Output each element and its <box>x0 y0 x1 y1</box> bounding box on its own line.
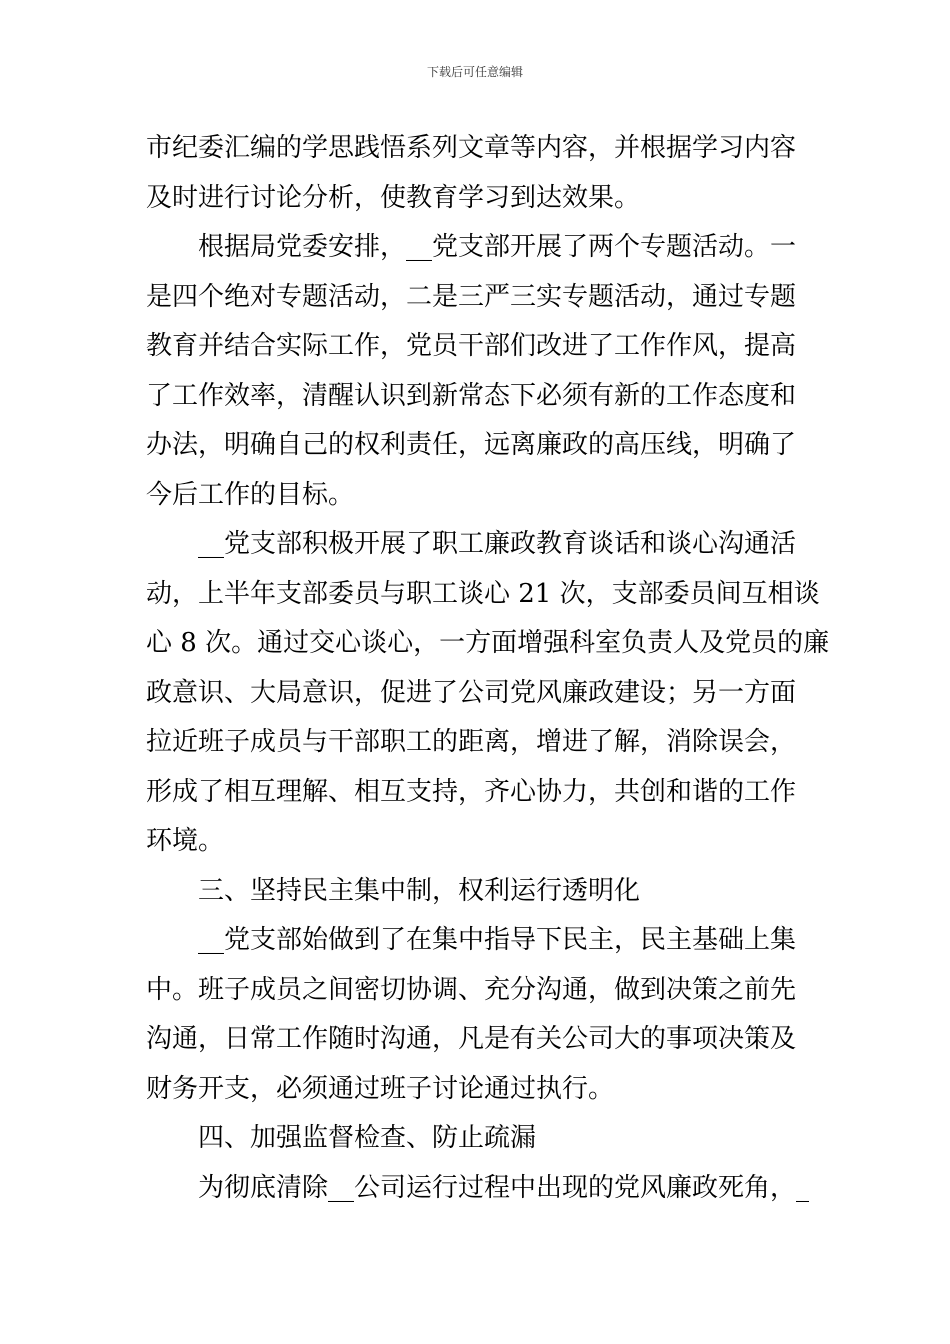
text-line: 中。班子成员之间密切协调、充分沟通，做到决策之前先 <box>146 974 797 1005</box>
section-heading: 三、坚持民主集中制，权利运行透明化 <box>146 875 641 906</box>
text-line: 沟通，日常工作随时沟通，凡是有关公司大的事项决策及 <box>146 1024 797 1054</box>
text-line: __党支部积极开展了职工廉政教育谈话和谈心沟通活 <box>146 529 797 559</box>
text-line: 动，上半年支部委员与职工谈心 21 次，支部委员间互相谈 <box>146 578 820 609</box>
text-line: 形成了相互理解、相互支持，齐心协力，共创和谐的工作 <box>146 776 797 807</box>
section-heading: 四、加强监督检查、防止疏漏 <box>146 1123 537 1153</box>
text-line: 今后工作的目标。 <box>146 479 355 510</box>
text-line: 心 8 次。通过交心谈心，一方面增强科室负责人及党员的廉 <box>146 628 830 658</box>
text-line: 及时进行讨论分析，使教育学习到达效果。 <box>146 182 641 213</box>
text-line: __党支部始做到了在集中指导下民主，民主基础上集 <box>146 925 797 955</box>
text-line: 教育并结合实际工作，党员干部们改进了工作作风，提高 <box>146 331 797 361</box>
text-line: 办法，明确自己的权利责任，远离廉政的高压线，明确了 <box>146 430 797 460</box>
text-line: 为彻底清除__公司运行过程中出现的党风廉政死角，_ <box>146 1172 810 1203</box>
text-line: 根据局党委安排，__党支部开展了两个专题活动。一 <box>146 232 797 262</box>
page-header: 下载后可任意编辑 <box>426 65 523 79</box>
text-line: 财务开支，必须通过班子讨论通过执行。 <box>146 1073 615 1104</box>
text-line: 了工作效率，清醒认识到新常态下必须有新的工作态度和 <box>146 380 797 411</box>
text-line: 是四个绝对专题活动，二是三严三实专题活动，通过专题 <box>146 281 797 312</box>
text-line: 环境。 <box>146 826 225 856</box>
text-line: 拉近班子成员与干部职工的距离，增进了解，消除误会， <box>146 727 797 757</box>
document-body <box>146 124 830 1213</box>
text-line: 市纪委汇编的学思践悟系列文章等内容，并根据学习内容 <box>146 133 797 163</box>
text-line: 政意识、大局意识，促进了公司党风廉政建设；另一方面 <box>146 677 797 708</box>
